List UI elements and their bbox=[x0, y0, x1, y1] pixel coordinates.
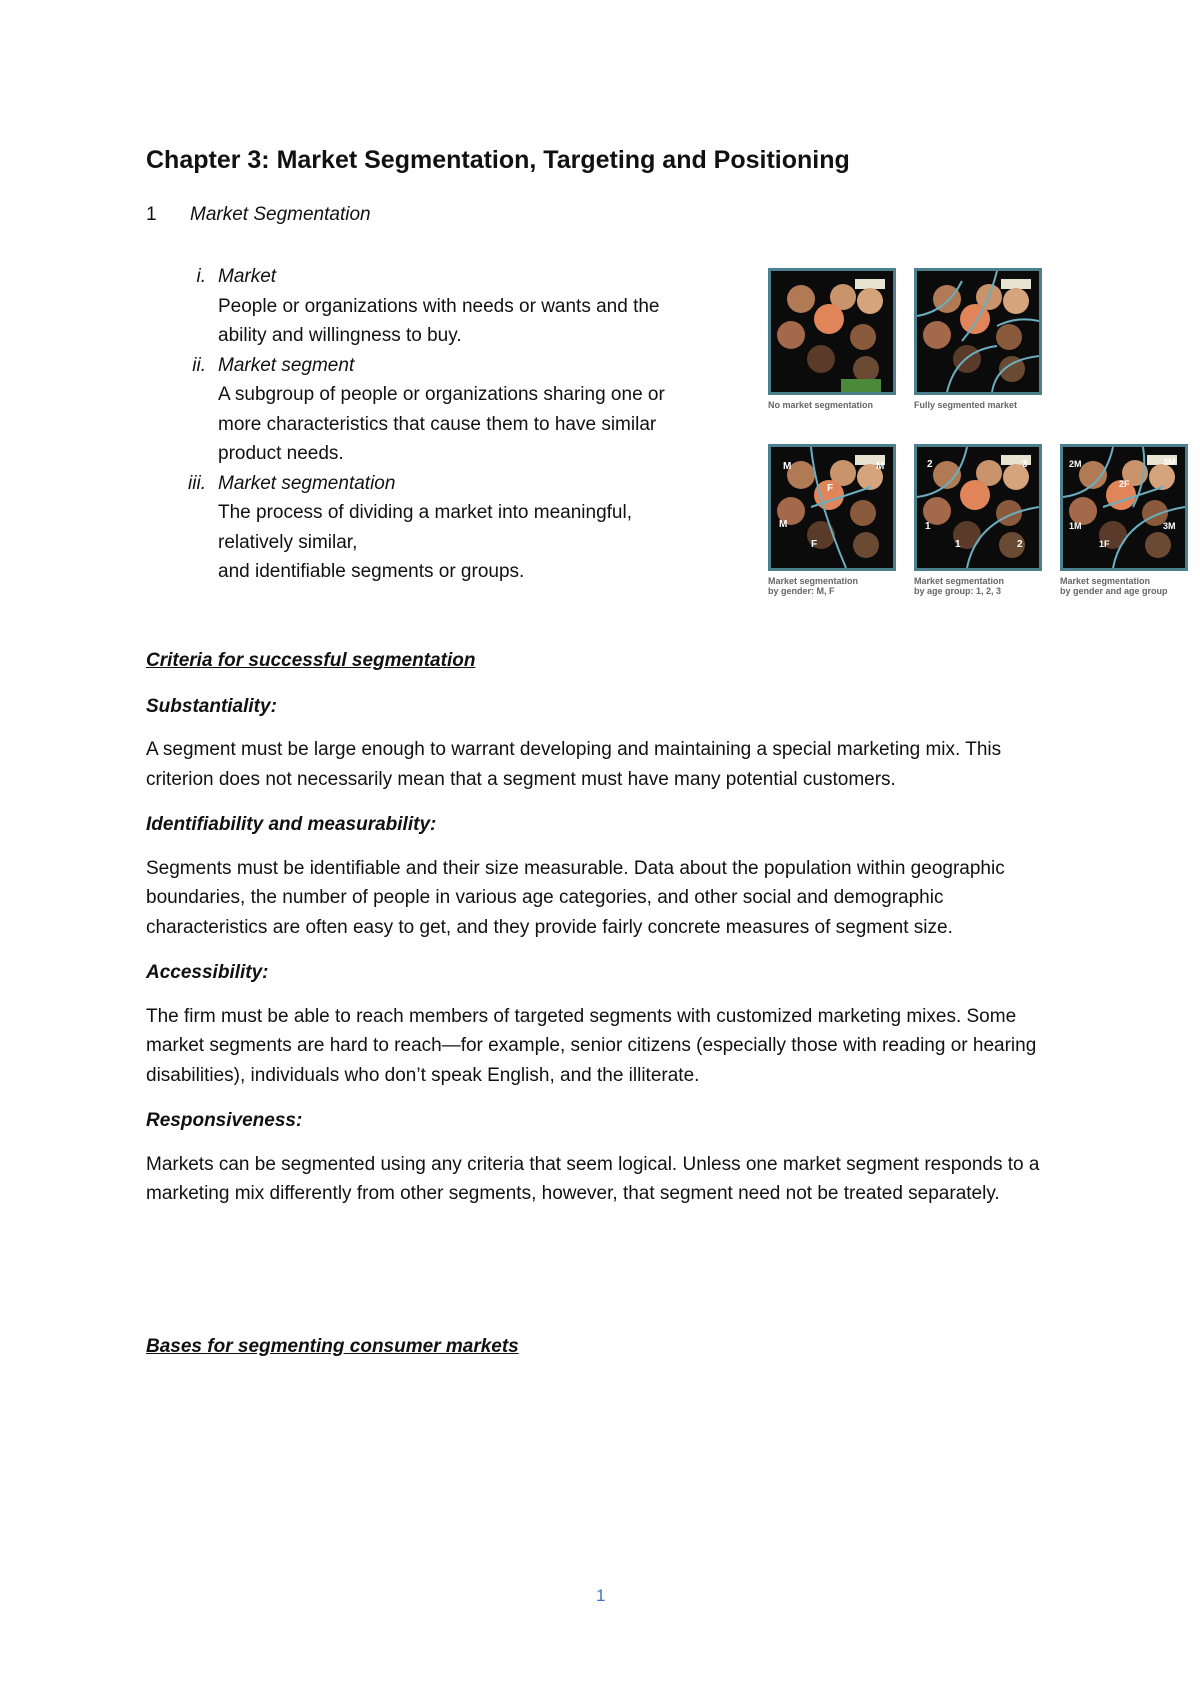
segment-label: F bbox=[827, 483, 834, 494]
faces-illustration bbox=[771, 271, 893, 392]
segment-label: 2 bbox=[1017, 539, 1023, 550]
definition-numeral: iii. bbox=[188, 472, 206, 494]
segment-label: 1F bbox=[1099, 539, 1110, 549]
criterion-label: Substantiality: bbox=[146, 695, 277, 717]
criterion-text: Segments must be identifiable and their size measurable. Data about the population within geographic boundaries, the number of people in various age categories, and other social and demographic characteristics are often easy to get, and they provide fairly concrete measures of segment size. bbox=[146, 857, 1005, 938]
faces-illustration bbox=[1063, 447, 1185, 568]
section-number: 1 bbox=[146, 204, 157, 225]
panel-age-group bbox=[914, 444, 1042, 571]
definition-line: product needs. bbox=[218, 443, 344, 464]
figure-caption: Market segmentation by gender: M, F bbox=[768, 576, 859, 596]
criterion-label: Identifiability and measurability: bbox=[146, 814, 437, 835]
segment-label: M bbox=[783, 461, 792, 472]
criterion-label: Accessibility: bbox=[146, 962, 269, 983]
segment-label: 3M bbox=[1163, 457, 1176, 467]
figure-caption: Fully segmented market bbox=[914, 400, 1018, 410]
definition-line: and identifiable segments or groups. bbox=[218, 561, 525, 582]
segment-label: 3 bbox=[1022, 459, 1028, 470]
page-number: 1 bbox=[596, 1586, 606, 1605]
definition-numeral: ii. bbox=[192, 354, 206, 376]
criteria-heading: Criteria for successful segmentation bbox=[146, 650, 476, 671]
segment-label: 3M bbox=[1163, 521, 1176, 531]
segment-label: 2F bbox=[1119, 479, 1130, 489]
criterion-text: Markets can be segmented using any criteria that seem logical. Unless one market segment responds to a marketing mix differently from other segments, however, that segment need not be treated separately. bbox=[146, 1153, 1040, 1204]
criteria-section bbox=[146, 646, 1046, 1223]
definition-line: People or organizations with needs or wants and the bbox=[218, 295, 660, 317]
faces-illustration bbox=[917, 447, 1039, 568]
definition-line: relatively similar, bbox=[218, 531, 358, 553]
figure-caption: Market segmentation by gender and age group bbox=[1060, 576, 1168, 596]
definition-numeral: i. bbox=[196, 266, 206, 287]
section-title: Market Segmentation bbox=[190, 204, 371, 225]
figure-caption: No market segmentation bbox=[768, 400, 874, 410]
definition-line: A subgroup of people or organizations sharing one or bbox=[218, 384, 665, 405]
definition-item bbox=[146, 351, 746, 469]
segment-label: 2 bbox=[927, 459, 933, 470]
faces-illustration bbox=[771, 447, 893, 568]
criterion-label: Responsiveness: bbox=[146, 1110, 303, 1131]
segment-label: 1 bbox=[925, 521, 931, 532]
definition-item bbox=[146, 469, 746, 587]
segment-label: 2M bbox=[1069, 459, 1082, 469]
definition-line: The process of dividing a market into meaningful, bbox=[218, 502, 632, 523]
definition-item bbox=[146, 262, 746, 351]
bases-heading: Bases for segmenting consumer markets bbox=[146, 1336, 519, 1357]
segment-label: M bbox=[779, 519, 788, 530]
definition-term: Market bbox=[218, 266, 277, 287]
criterion-text: The firm must be able to reach members of targeted segments with customized marketing mixes. Some market segments are hard to reach—for example, senior citizens (especially those with reading or hearing disabilities), individuals who don’t speak English, and the illiterate. bbox=[146, 1005, 1037, 1086]
figure-caption: Market segmentation by age group: 1, 2, 3 bbox=[914, 576, 1005, 596]
definition-line: more characteristics that cause them to have similar bbox=[218, 413, 657, 435]
segment-label: 1 bbox=[955, 539, 961, 550]
segment-label: F bbox=[811, 539, 818, 550]
definition-term: Market segmentation bbox=[218, 472, 396, 494]
definition-line: ability and willingness to buy. bbox=[218, 325, 462, 346]
segmentation-figure bbox=[768, 268, 1198, 608]
criterion-text: A segment must be large enough to warrant developing and maintaining a special marketing mix. This criterion does not necessarily mean that a segment must have many potential customers. bbox=[146, 739, 1002, 790]
page-title: Chapter 3: Market Segmentation, Targeting and Positioning bbox=[146, 146, 850, 174]
faces-illustration bbox=[917, 271, 1039, 392]
segment-label: M bbox=[876, 461, 885, 472]
panel-gender-and-age bbox=[1060, 444, 1188, 571]
segment-label: 1M bbox=[1069, 521, 1082, 531]
panel-gender bbox=[768, 444, 896, 571]
panel-fully-segmented bbox=[914, 268, 1042, 395]
definition-term: Market segment bbox=[218, 354, 355, 376]
definitions-list bbox=[146, 262, 746, 587]
panel-no-segmentation bbox=[768, 268, 896, 395]
